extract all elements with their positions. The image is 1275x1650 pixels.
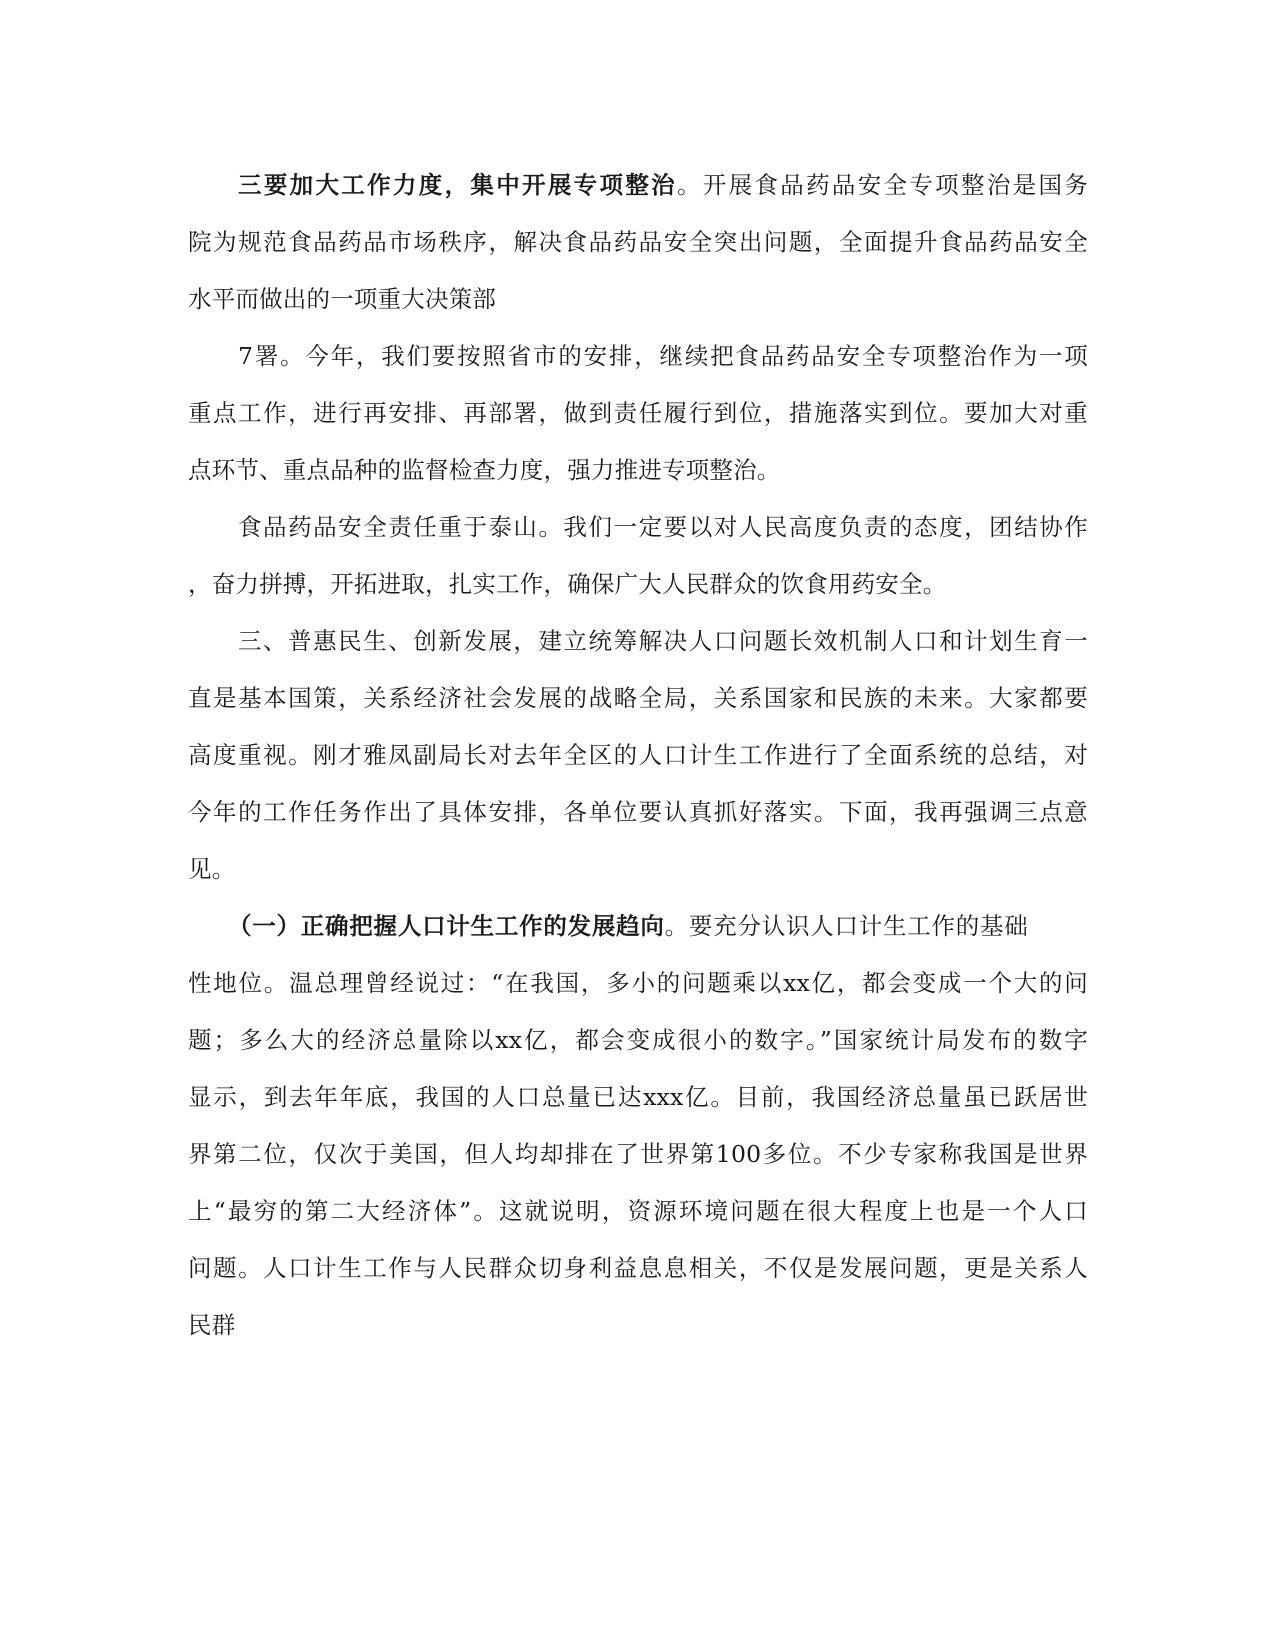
paragraph-5-text: 。要充分认识人口计生工作的基础 <box>664 912 1028 940</box>
paragraph-2-line-1: 7署。今年，我们要按照省市的安排，继续把食品药品安全专项整治作为一项 <box>238 342 1088 370</box>
paragraph-1-line-1 <box>238 165 1088 205</box>
paragraph-1-text: 。开展食品药品安全专项整治是国务 <box>676 171 1088 199</box>
paragraph-5-line-4: 显示，到去年年底，我国的人口总量已达xxx亿。目前，我国经济总量虽已跃居世 <box>188 1083 1088 1111</box>
paragraph-1-heading: 三要加大工作力度，集中开展专项整治 <box>238 171 677 199</box>
paragraph-4-line-1: 三、普惠民生、创新发展，建立统筹解决人口问题长效机制人口和计划生育一 <box>238 627 1088 655</box>
paragraph-5-heading: （一）正确把握人口计生工作的发展趋向 <box>228 912 665 940</box>
paragraph-1-line-3: 水平而做出的一项重大决策部 <box>188 285 497 313</box>
paragraph-5-line-2: 性地位。温总理曾经说过：“在我国，多小的问题乘以xx亿，都会变成一个大的问 <box>188 969 1088 997</box>
paragraph-5-line-6: 上“最穷的第二大经济体”。这就说明，资源环境问题在很大程度上也是一个人口 <box>188 1197 1088 1225</box>
paragraph-4-line-2: 直是基本国策，关系经济社会发展的战略全局，关系国家和民族的未来。大家都要 <box>188 684 1088 712</box>
paragraph-5-line-3: 题；多么大的经济总量除以xx亿，都会变成很小的数字。”国家统计局发布的数字 <box>188 1026 1088 1054</box>
paragraph-4-line-5: 见。 <box>188 855 236 883</box>
paragraph-5-line-1 <box>228 906 1028 946</box>
paragraph-2-line-3: 点环节、重点品种的监督检查力度，强力推进专项整治。 <box>188 456 781 484</box>
paragraph-5-line-7: 问题。人口计生工作与人民群众切身利益息息相关，不仅是发展问题，更是关系人 <box>188 1254 1088 1282</box>
paragraph-4-line-4: 今年的工作任务作出了具体安排，各单位要认真抓好落实。下面，我再强调三点意 <box>188 798 1088 826</box>
paragraph-5-line-5: 界第二位，仅次于美国，但人均却排在了世界第100多位。不少专家称我国是世界 <box>188 1140 1088 1168</box>
paragraph-3-line-1: 食品药品安全责任重于泰山。我们一定要以对人民高度负责的态度，团结协作 <box>238 513 1088 541</box>
paragraph-1-line-2: 院为规范食品药品市场秩序，解决食品药品安全突出问题，全面提升食品药品安全 <box>188 228 1088 256</box>
paragraph-3-line-2: ，奋力拼搏，开拓进取，扎实工作，确保广大人民群众的饮食用药安全。 <box>188 570 947 598</box>
paragraph-5-line-8: 民群 <box>188 1311 236 1339</box>
paragraph-4-line-3: 高度重视。刚才雅凤副局长对去年全区的人口计生工作进行了全面系统的总结，对 <box>188 741 1088 769</box>
paragraph-2-line-2: 重点工作，进行再安排、再部署，做到责任履行到位，措施落实到位。要加大对重 <box>188 399 1088 427</box>
